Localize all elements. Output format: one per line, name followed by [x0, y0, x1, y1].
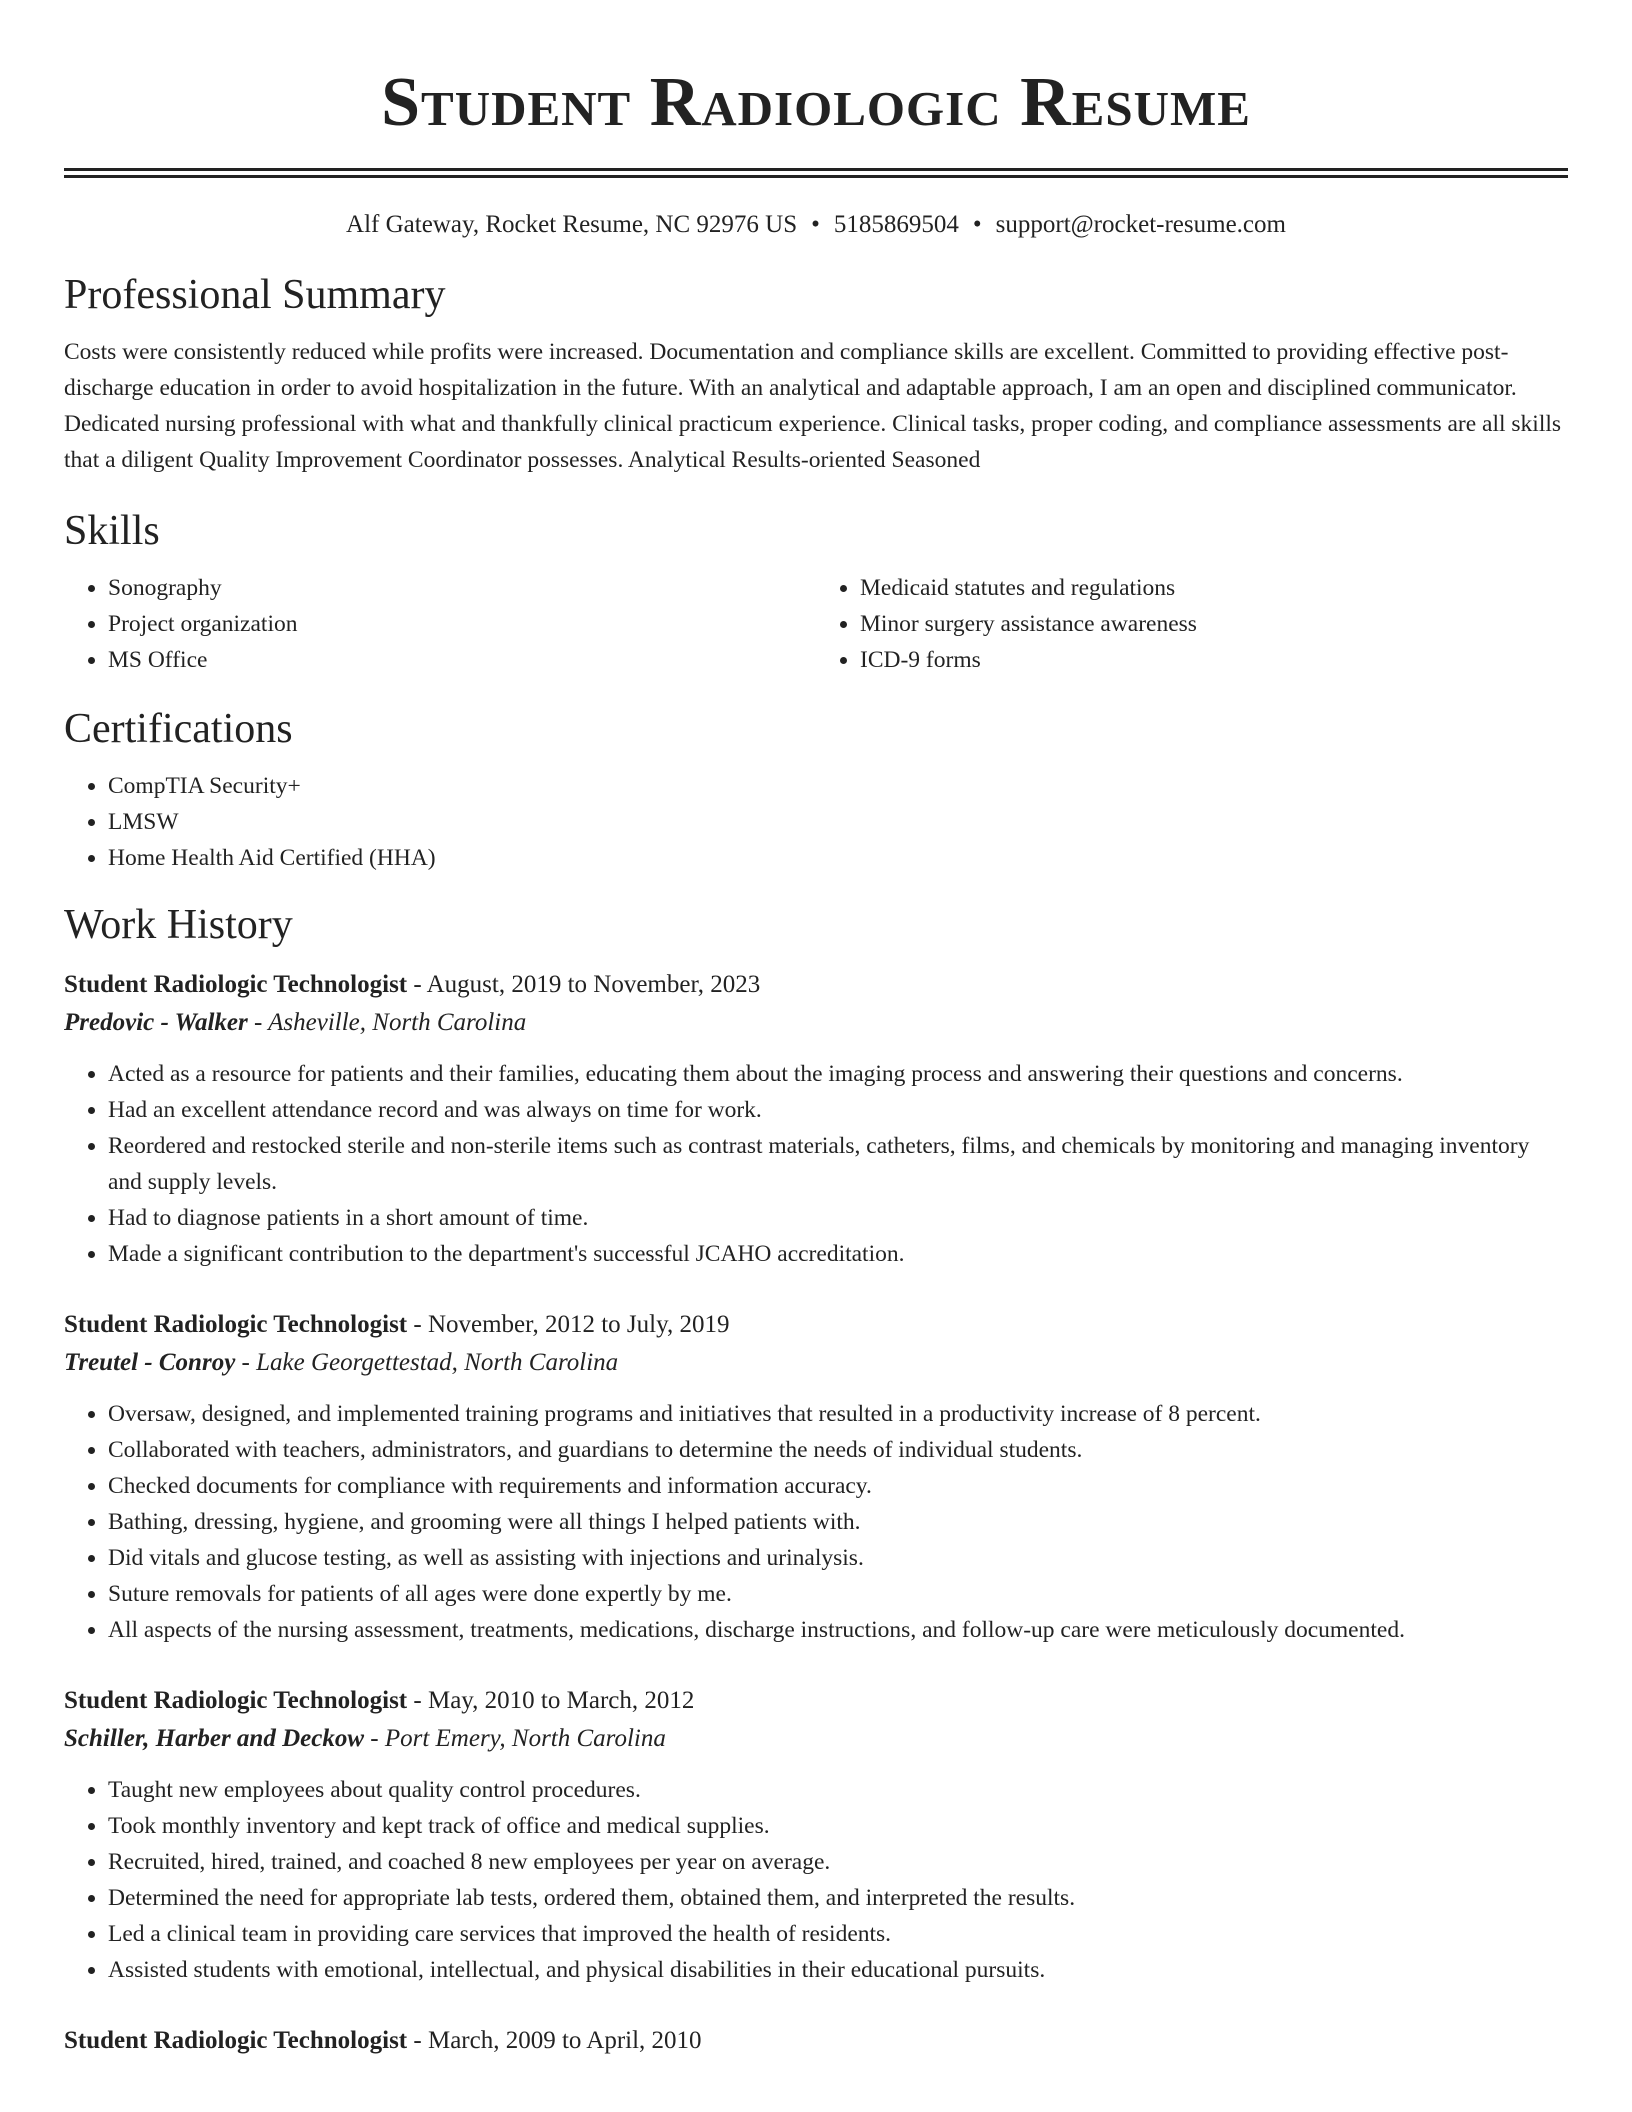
job-bullet: • Bathing, dressing, hygiene, and grooming were all things I helped patients with. — [108, 1504, 1568, 1540]
job-bullet: • Taught new employees about quality control procedures. — [108, 1772, 1568, 1808]
skill-item: • Medicaid statutes and regulations — [860, 570, 1568, 606]
section-heading-skills: Skills — [64, 508, 160, 554]
job-dates: - March, 2009 to April, 2010 — [407, 2027, 702, 2054]
skill-item: • Minor surgery assistance awareness — [860, 606, 1568, 642]
job-bullet: • Had to diagnose patients in a short amount of time. — [108, 1200, 1568, 1236]
resume-title: Student Radiologic Resume — [381, 64, 1251, 141]
job-employer — [64, 1004, 1568, 1042]
contact-line — [64, 208, 1568, 242]
job-title: Student Radiologic Technologist — [64, 971, 408, 998]
skills-grid — [64, 570, 1568, 678]
job-bullet: • Checked documents for compliance with requirements and information accuracy. — [108, 1468, 1568, 1504]
job-header — [64, 1682, 1568, 1720]
section-heading-summary: Professional Summary — [64, 272, 446, 318]
resume-page — [64, 0, 1568, 2060]
skills-section — [64, 506, 1568, 678]
job-bullet: • Made a significant contribution to the department's successful JCAHO accreditation. — [108, 1236, 1568, 1272]
job-location: - Port Emery, North Carolina — [364, 1725, 666, 1752]
skill-item: • Sonography — [108, 570, 816, 606]
company-name: Treutel - Conroy — [64, 1349, 236, 1376]
job-bullet: • Took monthly inventory and kept track of office and medical supplies. — [108, 1808, 1568, 1844]
job-header — [64, 966, 1568, 1004]
contact-separator: • — [811, 211, 820, 238]
company-name: Predovic - Walker — [64, 1009, 248, 1036]
section-heading-work-history: Work History — [64, 902, 293, 948]
work-history-section — [64, 900, 1568, 2060]
job-bullets — [64, 1056, 1568, 1272]
job-bullet: • Did vitals and glucose testing, as well as assisting with injections and urinalysis. — [108, 1540, 1568, 1576]
job-bullet: • Collaborated with teachers, administrators, and guardians to determine the needs of individual students. — [108, 1432, 1568, 1468]
summary-text: Costs were consistently reduced while profits were increased. Documentation and compliance skills are excellent. Committed to providing effective post-discharge education in order to avoid hospitalization in the future. With an analytical and adaptable approach, I am an open and disciplined communicator. Dedicated nursing professional with what and thankfully clinical practicum experience. Clinical tasks, proper coding, and compliance assessments are all skills that a diligent Quality Improvement Coordinator possesses. Analytical Results-oriented Seasoned — [64, 339, 1562, 473]
contact-separator: • — [972, 211, 982, 238]
certification-item: • LMSW — [108, 804, 1568, 840]
job-bullet: • All aspects of the nursing assessment, treatments, medications, discharge instructions, and follow-up care were meticulously documented. — [108, 1612, 1568, 1648]
job-dates: - August, 2019 to November, 2023 — [407, 971, 761, 998]
job-bullets — [64, 1772, 1568, 1988]
skill-item: • ICD-9 forms — [860, 642, 1568, 678]
job-bullet: • Reordered and restocked sterile and non-sterile items such as contrast materials, catheters, films, and chemicals by monitoring and managing inventory and supply levels. — [108, 1128, 1568, 1200]
contact-phone: 5185869504 — [833, 211, 959, 238]
job-header — [64, 1306, 1568, 1344]
job-header — [64, 2022, 1568, 2060]
job-location: - Lake Georgettestad, North Carolina — [235, 1349, 619, 1376]
title-divider — [64, 168, 1568, 178]
job-title: Student Radiologic Technologist — [64, 1687, 408, 1714]
job-bullet: • Assisted students with emotional, intellectual, and physical disabilities in their educational pursuits. — [108, 1952, 1568, 1988]
job-entry — [64, 1682, 1568, 1988]
skill-item: • MS Office — [108, 642, 816, 678]
summary-section — [64, 270, 1568, 478]
job-bullets — [64, 1396, 1568, 1648]
certifications-list — [64, 768, 1568, 876]
job-dates: - May, 2010 to March, 2012 — [407, 1687, 695, 1714]
job-dates: - November, 2012 to July, 2019 — [407, 1311, 730, 1338]
job-bullet: • Led a clinical team in providing care services that improved the health of residents. — [108, 1916, 1568, 1952]
section-heading-certifications: Certifications — [64, 706, 293, 752]
contact-email[interactable]: support@rocket-resume.com — [995, 211, 1286, 238]
job-bullet: • Had an excellent attendance record and was always on time for work. — [108, 1092, 1568, 1128]
job-bullet: • Acted as a resource for patients and their families, educating them about the imaging process and answering their questions and concerns. — [108, 1056, 1568, 1092]
contact-address: Alf Gateway, Rocket Resume, NC 92976 US — [346, 211, 798, 238]
job-bullet: • Suture removals for patients of all ages were done expertly by me. — [108, 1576, 1568, 1612]
job-entry — [64, 2022, 1568, 2060]
skills-list-left — [64, 570, 816, 678]
certification-item: • CompTIA Security+ — [108, 768, 1568, 804]
job-entry — [64, 966, 1568, 1272]
job-title: Student Radiologic Technologist — [64, 1311, 408, 1338]
skill-item: • Project organization — [108, 606, 816, 642]
job-location: - Asheville, North Carolina — [247, 1009, 527, 1036]
job-employer — [64, 1344, 1568, 1382]
job-entry — [64, 1306, 1568, 1648]
job-bullet: • Recruited, hired, trained, and coached 8 new employees per year on average. — [108, 1844, 1568, 1880]
certification-item: • Home Health Aid Certified (HHA) — [108, 840, 1568, 876]
job-bullet: • Determined the need for appropriate lab tests, ordered them, obtained them, and interpreted the results. — [108, 1880, 1568, 1916]
job-employer — [64, 1720, 1568, 1758]
job-title: Student Radiologic Technologist — [64, 2027, 408, 2054]
certifications-section — [64, 704, 1568, 876]
company-name: Schiller, Harber and Deckow — [64, 1725, 365, 1752]
skills-list-right — [816, 570, 1568, 678]
job-bullet: • Oversaw, designed, and implemented training programs and initiatives that resulted in a productivity increase of 8 percent. — [108, 1396, 1568, 1432]
